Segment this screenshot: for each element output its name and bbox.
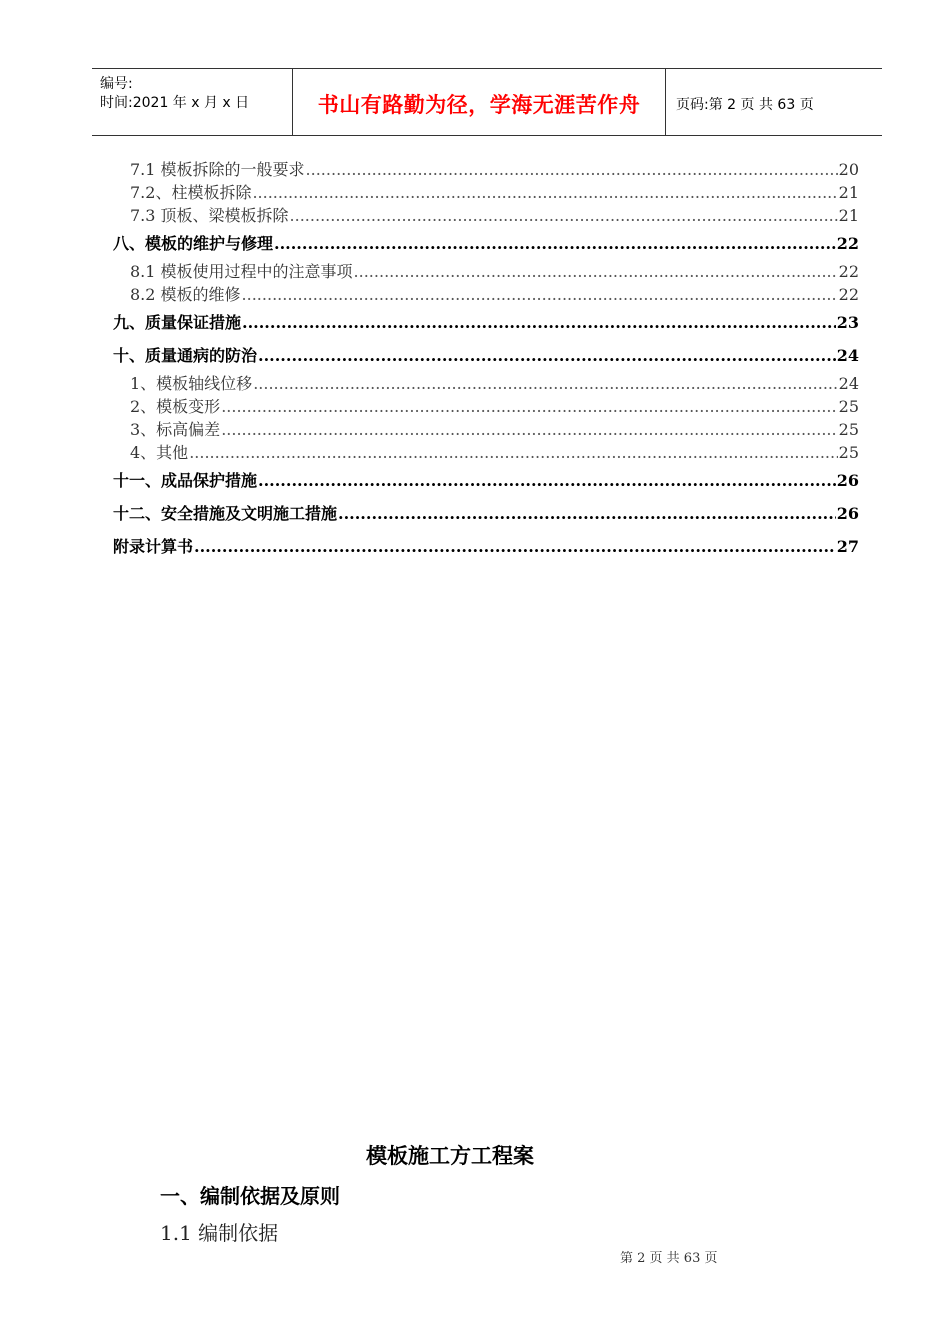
- toc-dot-leader: [354, 260, 838, 283]
- toc-dot-leader: [258, 464, 836, 497]
- toc-entry-page: 25: [838, 443, 859, 462]
- toc-dot-leader: [221, 395, 837, 418]
- toc-dot-leader: [306, 158, 838, 181]
- toc-chapter-entry[interactable]: [113, 497, 859, 530]
- toc-entry-title: 十一、成品保护措施: [113, 471, 258, 490]
- toc-entry-page: 25: [838, 397, 859, 416]
- toc-chapter-entry[interactable]: [113, 306, 859, 339]
- header-meta-cell: [92, 69, 293, 135]
- toc-entry-page: 21: [838, 183, 859, 202]
- toc-entry-page: 22: [836, 234, 859, 253]
- toc-section-entry[interactable]: [113, 181, 859, 204]
- toc-dot-leader: [290, 204, 838, 227]
- page-footer: 第 2 页 共 63 页: [620, 1251, 718, 1266]
- toc-dot-leader: [274, 227, 836, 260]
- toc-dot-leader: [258, 339, 836, 372]
- toc-entry-title: 4、其他: [130, 443, 189, 462]
- toc-section-entry[interactable]: [113, 372, 859, 395]
- document-number-label: 编号:: [100, 76, 133, 92]
- header-page-cell: [666, 69, 882, 135]
- toc-section-entry[interactable]: [113, 260, 859, 283]
- toc-dot-leader: [242, 283, 838, 306]
- toc-section-entry[interactable]: [113, 441, 859, 464]
- document-time-label: 时间:2021 年 x 月 x 日: [100, 95, 250, 111]
- toc-dot-leader: [338, 497, 836, 530]
- toc-dot-leader: [194, 530, 836, 563]
- header-motto: 书山有路勤为径，学海无涯苦作舟: [317, 93, 641, 117]
- toc-entry-page: 24: [836, 346, 859, 365]
- toc-entry-title: 7.3 顶板、梁模板拆除: [130, 206, 289, 225]
- toc-entry-title: 2、模板变形: [130, 397, 221, 416]
- toc-entry-title: 十二、安全措施及文明施工措施: [113, 504, 338, 523]
- toc-entry-title: 8.1 模板使用过程中的注意事项: [130, 262, 353, 281]
- toc-entry-title: 十、质量通病的防治: [113, 346, 258, 365]
- toc-entry-title: 九、质量保证措施: [113, 313, 242, 332]
- toc-entry-page: 26: [836, 504, 859, 523]
- toc-section-entry[interactable]: [113, 418, 859, 441]
- subsection-heading: 1.1 编制依据: [160, 1221, 279, 1245]
- toc-chapter-entry[interactable]: [113, 530, 859, 563]
- toc-section-entry[interactable]: [113, 395, 859, 418]
- toc-entry-page: 22: [838, 262, 859, 281]
- header-page-number: 页码:第 2 页 共 63 页: [676, 97, 814, 113]
- toc-entry-page: 23: [836, 313, 859, 332]
- header-motto-cell: [293, 69, 666, 135]
- toc-entry-page: 27: [836, 537, 859, 556]
- page-header: [92, 68, 882, 136]
- toc-entry-title: 7.2、柱模板拆除: [130, 183, 252, 202]
- toc-entry-page: 20: [838, 160, 859, 179]
- toc-entry-page: 24: [838, 374, 859, 393]
- toc-entry-page: 21: [838, 206, 859, 225]
- toc-entry-page: 22: [838, 285, 859, 304]
- toc-dot-leader: [242, 306, 836, 339]
- toc-entry-page: 25: [838, 420, 859, 439]
- toc-dot-leader: [221, 418, 837, 441]
- toc-chapter-entry[interactable]: [113, 227, 859, 260]
- toc-entry-title: 1、模板轴线位移: [130, 374, 253, 393]
- toc-section-entry[interactable]: [113, 158, 859, 181]
- toc-dot-leader: [253, 372, 837, 395]
- toc-entry-title: 附录计算书: [113, 537, 194, 556]
- toc-entry-title: 7.1 模板拆除的一般要求: [130, 160, 305, 179]
- document-title: 模板施工方工程案: [366, 1143, 534, 1168]
- toc-chapter-entry[interactable]: [113, 339, 859, 372]
- toc-dot-leader: [189, 441, 837, 464]
- toc-entry-title: 8.2 模板的维修: [130, 285, 241, 304]
- section-heading: 一、编制依据及原则: [160, 1184, 340, 1208]
- toc-section-entry[interactable]: [113, 204, 859, 227]
- toc-dot-leader: [252, 181, 837, 204]
- toc-entry-title: 八、模板的维护与修理: [113, 234, 274, 253]
- table-of-contents: [113, 158, 859, 563]
- toc-entry-page: 26: [836, 471, 859, 490]
- toc-section-entry[interactable]: [113, 283, 859, 306]
- toc-entry-title: 3、标高偏差: [130, 420, 221, 439]
- toc-chapter-entry[interactable]: [113, 464, 859, 497]
